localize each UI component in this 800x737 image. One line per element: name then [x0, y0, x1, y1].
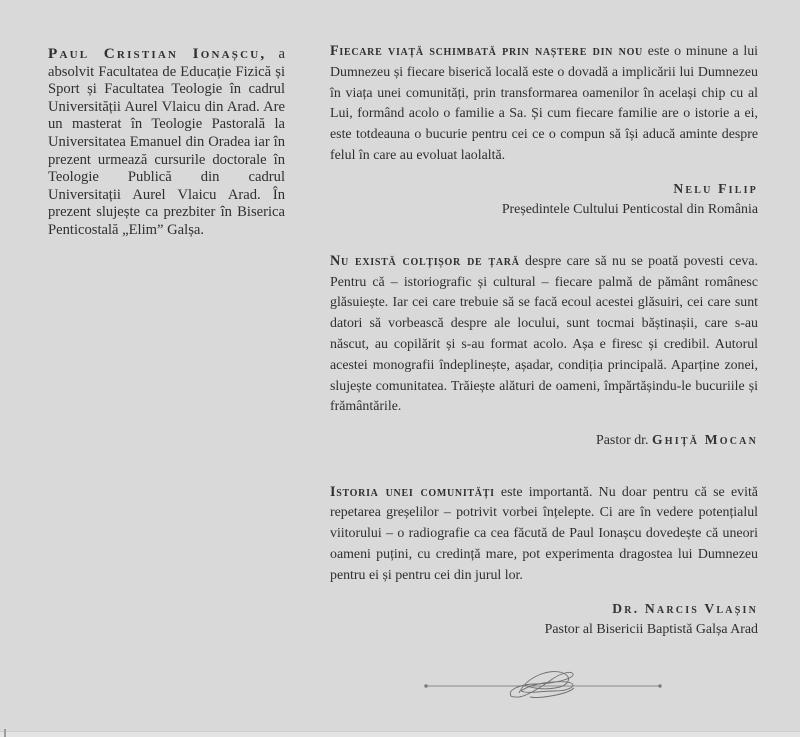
endorsement-lead: Istoria unei comunități [330, 483, 495, 500]
author-bio [48, 45, 285, 240]
endorsement-body: este importantă. Nu doar pentru că se evită repetarea greșelilor – potrivit vorbei înțelepte. Ci are în vedere potențialul viitorului – o radiografie ca cea făcută de Paul Ionașcu dovedește că uneori oameni puțini, cu credință mare, pot experimenta dragostea lui Dumnezeu pentru ei și pentru cei din jurul lor. [330, 484, 758, 583]
endorsement-lead: Fiecare viață schimbată prin naștere din nou [330, 43, 643, 59]
signature-title: Pastor al Bisericii Baptistă Galșa Arad [544, 622, 758, 638]
signature [330, 599, 758, 641]
signature-title: Președintele Cultului Penticostal din România [501, 202, 758, 218]
signature [330, 179, 758, 221]
endorsement-paragraph [330, 482, 758, 587]
endorsement-paragraph [330, 41, 758, 167]
endorsement-body: despre care să nu se poată povesti ceva. Pentru că – istoriografic și cultural – fiecare palmă de pământ românesc glăsuiește. Iar cei care trebuie să se facă ecoul acestei glăsuiri, cei care sunt datori să vorbească despre ale locului, sunt tocmai băștinașii, care s-au născut, au copilărit și s-au format acolo. Așa e firesc și credibil. Autorul acestei monografii îndeplinește, așadar, condiția principală. Aparține zonei, slujește comunitatea. Trăiește alături de oameni, împărtășindu-le bucuriile și frământările. [330, 253, 758, 415]
flourish-icon [422, 666, 664, 704]
scan-artifact [4, 729, 6, 737]
endorsement-lead: Nu există colțișor de țară [330, 252, 520, 269]
endorsement-paragraph [330, 251, 758, 418]
author-name: Paul Cristian Ionașcu, [48, 45, 267, 62]
signature [330, 430, 758, 452]
signature-name: Nelu Filip [673, 180, 758, 196]
signature-name: Dr. Narcis Vlașin [612, 600, 758, 616]
endorsement-body: este o minune a lui Dumnezeu și fiecare biserică locală este o dovadă a implicării lui Dumnezeu în viața unei comunități, prin transformarea oamenilor în același chip cu al Lui, formând acolo o familie a Sa. Și cum fiecare familie are o istorie a ei, este totdeauna o bucurie pentru cei ce o compun să își aducă aminte despre felul în care au evoluat laolaltă. [330, 44, 758, 163]
endorsements [330, 41, 758, 704]
page-bottom-edge [0, 731, 800, 737]
signature-prefix: Pastor dr. [596, 433, 652, 449]
signature-name: Ghiță Mocan [651, 432, 758, 448]
author-bio-text: a absolvit Facultatea de Educație Fizică și Sport și Facultatea Teologie în cadrul Universității Aurel Vlaicu din Arad. Are un masterat în Teologie Pastorală la Universitatea Emanuel din Oradea iar în prezent urmează cursurile doctorale în Teologie Publică din cadrul Universitații Aurel Vlaicu Arad. În prezent slujește ca prezbiter în Biserica Penticostală „Elim” Galșa. [48, 46, 285, 238]
ornament-divider [422, 666, 664, 704]
